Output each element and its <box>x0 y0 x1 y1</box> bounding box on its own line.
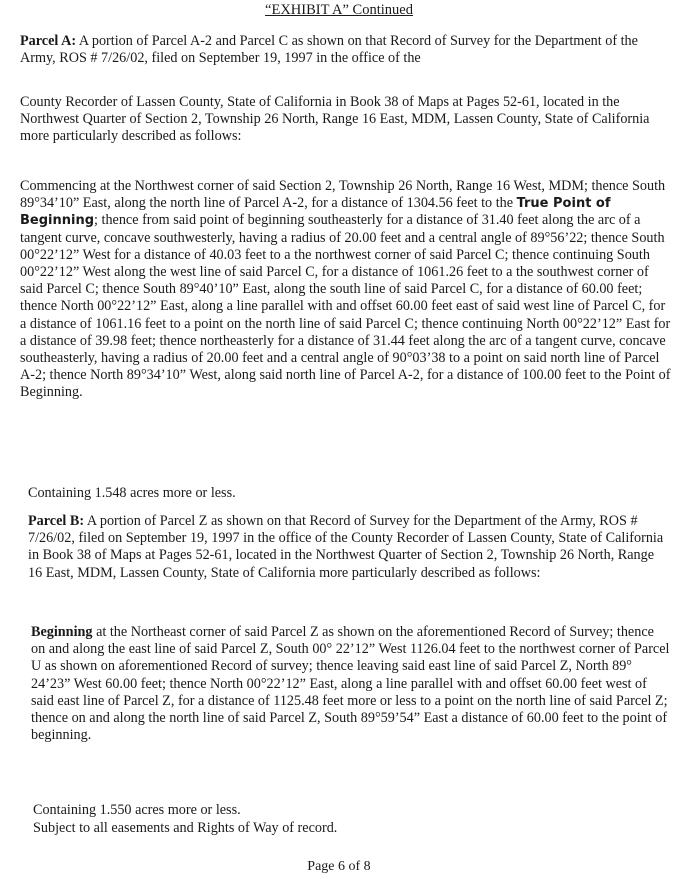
parcel-a-description <box>20 178 672 402</box>
parcel-b-description <box>31 624 671 744</box>
easements-note: Subject to all easements and Rights of Way of record. <box>33 820 338 836</box>
parcel-a-containing: Containing 1.548 acres more or less. <box>28 485 236 501</box>
parcel-a-desc-commencing: Commencing at the Northwest corner of said Section 2, Township 26 North, Range 16 West, MDM; thence South 89°34’10” East, along the north line of Parcel A-2, for a distance of 1304.56 feet to the <box>20 178 666 212</box>
parcel-a-desc-courses: ; thence from said point of beginning southeasterly for a distance of 31.40 feet along the arc of a tangent curve, concave southwesterly, having a radius of 20.00 feet and a central angle of 89°56’22; thence South 00°22’12” West for a distance of 40.03 feet to a the northwest corner of said Parcel C; thence continuing South 00°22’12” West along the west line of said Parcel C, for a distance of 1061.26 feet to a the southwest corner of said Parcel C; thence South 89°40’10” East, along the south line of said Parcel C, for a distance of 60.00 feet; thence North 00°22’12” East, along a line parallel with and offset 60.00 feet east of said west line of Parcel C, for a distance of 1061.16 feet to a point on the north line of said Parcel C; thence continuing North 00°22’12” East for a distance of 39.98 feet; thence northeasterly for a distance of 31.44 feet along the arc of a tangent curve, concave southeasterly, having a radius of 20.00 feet and a central angle of 90°03’38 to a point on said north line of Parcel A-2; thence North 89°34’10” West, along said north line of Parcel A-2, for a distance of 100.00 feet to the Point of Beginning. <box>20 212 671 401</box>
true-point-of-beginning: True Point of Beginning <box>20 196 611 229</box>
exhibit-title: “EXHIBIT A” Continued <box>265 2 413 18</box>
parcel-a-intro-text: A portion of Parcel A-2 and Parcel C as shown on that Record of Survey for the Department of the Army, ROS # 7/26/02, filed on September 19, 1997 in the office of the <box>20 33 638 67</box>
parcel-b-beginning: Beginning <box>31 624 93 640</box>
parcel-a-intro <box>20 33 660 67</box>
parcel-b-containing: Containing 1.550 acres more or less. <box>33 802 241 818</box>
parcel-b-label: Parcel B: <box>28 513 85 529</box>
page-number: Page 6 of 8 <box>307 859 371 874</box>
parcel-a-intro-continued: County Recorder of Lassen County, State of California in Book 38 of Maps at Pages 52-61, located in the Northwest Quarter of Section 2, Township 26 North, Range 16 East, MDM, Lassen County, State of California more particularly described as follows: <box>20 94 650 145</box>
parcel-b-intro-text: A portion of Parcel Z as shown on that Record of Survey for the Department of the Army, ROS # 7/26/02, filed on September 19, 1997 in the office of the County Recorder of Lassen County, State of California in Book 38 of Maps at Pages 52-61, located in the Northwest Quarter of Section 2, Township 26 North, Range 16 East, MDM, Lassen County, State of California more particularly described as follows: <box>28 513 664 581</box>
parcel-b-intro <box>28 513 668 582</box>
parcel-a-label: Parcel A: <box>20 33 77 49</box>
parcel-b-desc-courses: at the Northeast corner of said Parcel Z as shown on the aforementioned Record of Survey; thence on and along the east line of said Parcel Z, South 00° 22’12” West 1126.04 feet to the northwest corner of Parcel U as shown on aforementioned Record of survey; thence leaving said east line of said Parcel Z, North 89° 24’23” West 60.00 feet; thence North 00°22’12” East, along a line parallel with and offset 60.00 feet west of said east line of Parcel Z, for a distance of 1125.48 feet more or less to a point on the north line of said Parcel Z; thence on and along the north line of said Parcel Z, South 89°59’54” East a distance of 60.00 feet to the point of beginning. <box>31 624 670 744</box>
